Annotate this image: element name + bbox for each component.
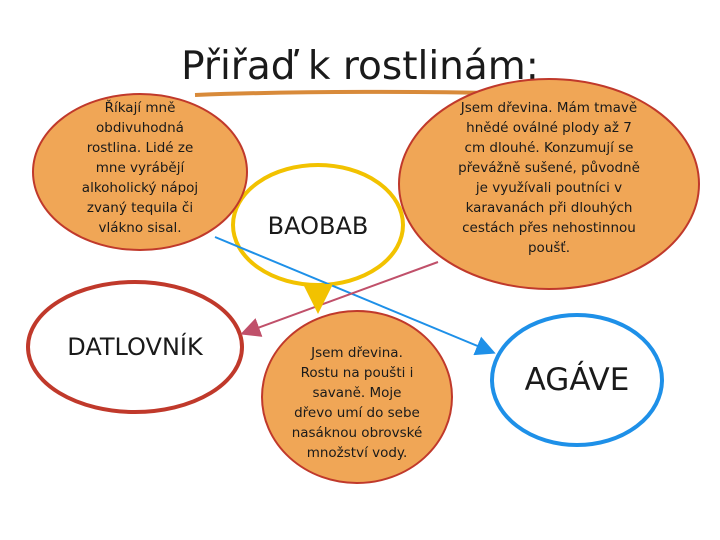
date-palm-clue-text: Jsem dřevina. Mám tmavě hnědé oválné plody až 7 cm dlouhé. Konzumují se převážně sušené, původně je využívali poutníci v karavanách při dlouhých cestách přes nehostinnou poušť. — [458, 100, 640, 256]
datlovnik-label: DATLOVNÍK — [67, 333, 203, 361]
baobab-label: BAOBAB — [267, 212, 369, 240]
agave-label: AGÁVE — [524, 362, 630, 398]
baobab-clue-text: Jsem dřevina. Rostu na poušti i savaně. Moje dřevo umí do sebe nasáknou obrovské množství vody. — [291, 345, 423, 461]
page-title: Přiřaď k rostlinám: — [181, 44, 539, 89]
agave-clue-text: Říkají mně obdivuhodná rostlina. Lidé ze mne vyrábějí alkoholický nápoj zvaný tequila či vlákno sisal. — [81, 100, 199, 236]
